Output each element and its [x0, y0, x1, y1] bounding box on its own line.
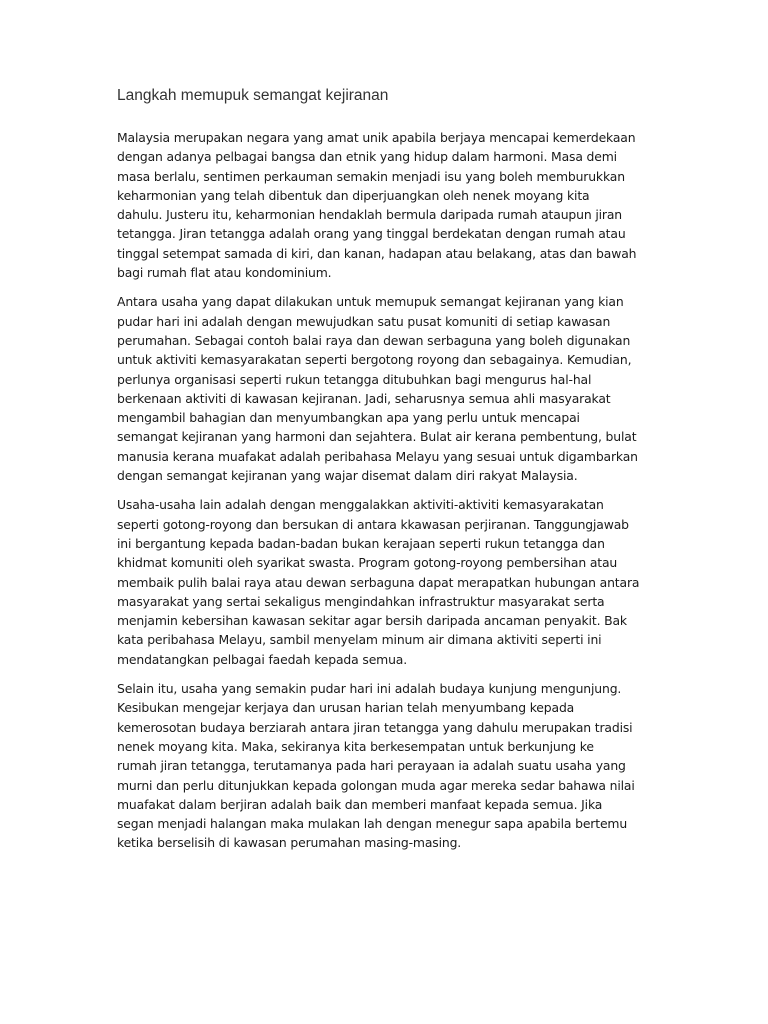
text-line: membaik pulih balai raya atau dewan serbaguna dapat merapatkan hubungan antara	[117, 574, 640, 590]
text-line: ketika berselisih di kawasan perumahan masing-masing.	[117, 835, 462, 851]
text-line: mendatangkan pelbagai faedah kepada semua.	[117, 651, 408, 667]
text-line: masyarakat yang sertai sekaligus mengindahkan infrastruktur masyarakat serta	[117, 593, 605, 609]
paragraph-2	[117, 292, 665, 485]
text-line: murni dan perlu ditunjukkan kepada golongan muda agar mereka sedar bahawa nilai	[117, 777, 635, 793]
text-line: muafakat dalam berjiran adalah baik dan memberi manfaat kepada semua. Jika	[117, 796, 603, 812]
text-line: manusia kerana muafakat adalah peribahasa Melayu yang sesuai untuk digambarkan	[117, 448, 638, 464]
document-body	[117, 128, 665, 863]
text-line: tetangga. Jiran tetangga adalah orang yang tinggal berdekatan dengan rumah atau	[117, 226, 626, 242]
text-line: Usaha-usaha lain adalah dengan menggalakkan aktiviti-aktiviti kemasyarakatan	[117, 497, 604, 513]
text-line: untuk aktiviti kemasyarakatan seperti bergotong royong dan sebagainya. Kemudian,	[117, 352, 632, 368]
text-line: berkenaan aktiviti di kawasan kejiranan. Jadi, seharusnya semua ahli masyarakat	[117, 390, 611, 406]
text-line: segan menjadi halangan maka mulakan lah dengan menegur sapa apabila bertemu	[117, 816, 628, 832]
text-line: khidmat komuniti oleh syarikat swasta. Program gotong-royong pembersihan atau	[117, 555, 618, 571]
text-line: Kesibukan mengejar kerjaya dan urusan harian telah menyumbang kepada	[117, 700, 575, 716]
text-line: kata peribahasa Melayu, sambil menyelam minum air dimana aktiviti seperti ini	[117, 632, 602, 648]
paragraph-3	[117, 495, 665, 669]
text-line: Selain itu, usaha yang semakin pudar hari ini adalah budaya kunjung mengunjung.	[117, 681, 622, 697]
paragraph-1	[117, 128, 665, 282]
text-line: dengan adanya pelbagai bangsa dan etnik yang hidup dalam harmoni. Masa demi	[117, 149, 617, 165]
text-line: rumah jiran tetangga, terutamanya pada hari perayaan ia adalah suatu usaha yang	[117, 758, 626, 774]
text-line: Antara usaha yang dapat dilakukan untuk memupuk semangat kejiranan yang kian	[117, 294, 624, 310]
document-title: Langkah memupuk semangat kejiranan	[117, 87, 389, 104]
text-line: ini bergantung kepada badan-badan bukan kerajaan seperti rukun tetangga dan	[117, 535, 605, 551]
text-line: masa berlalu, sentimen perkauman semakin menjadi isu yang boleh memburukkan	[117, 168, 625, 184]
text-line: Malaysia merupakan negara yang amat unik apabila berjaya mencapai kemerdekaan	[117, 130, 636, 145]
text-line: mengambil bahagian dan menyumbangkan apa yang perlu untuk mencapai	[117, 410, 580, 426]
text-line: dengan semangat kejiranan yang wajar disemat dalam diri rakyat Malaysia.	[117, 468, 578, 484]
text-line: seperti gotong-royong dan bersukan di antara kkawasan perjiranan. Tanggungjawab	[117, 516, 629, 532]
text-line: menjamin kebersihan kawasan sekitar agar bersih daripada ancaman penyakit. Bak	[117, 613, 627, 629]
text-line: perlunya organisasi seperti rukun tetangga ditubuhkan bagi mengurus hal-hal	[117, 371, 592, 387]
text-line: nenek moyang kita. Maka, sekiranya kita berkesempatan untuk berkunjung ke	[117, 738, 594, 754]
text-line: keharmonian yang telah dibentuk dan diperjuangkan oleh nenek moyang kita	[117, 187, 590, 203]
text-line: dahulu. Justeru itu, keharmonian hendaklah bermula daripada rumah ataupun jiran	[117, 207, 622, 223]
text-line: semangat kejiranan yang harmoni dan sejahtera. Bulat air kerana pembentung, bulat	[117, 429, 637, 445]
text-line: perumahan. Sebagai contoh balai raya dan dewan serbaguna yang boleh digunakan	[117, 332, 631, 348]
paragraph-4	[117, 679, 665, 853]
text-line: kemerosotan budaya berziarah antara jiran tetangga yang dahulu merupakan tradisi	[117, 719, 633, 735]
text-line: tinggal setempat samada di kiri, dan kanan, hadapan atau belakang, atas dan bawah	[117, 245, 637, 261]
text-line: pudar hari ini adalah dengan mewujudkan satu pusat komuniti di setiap kawasan	[117, 313, 611, 329]
text-line: bagi rumah flat atau kondominium.	[117, 265, 332, 281]
